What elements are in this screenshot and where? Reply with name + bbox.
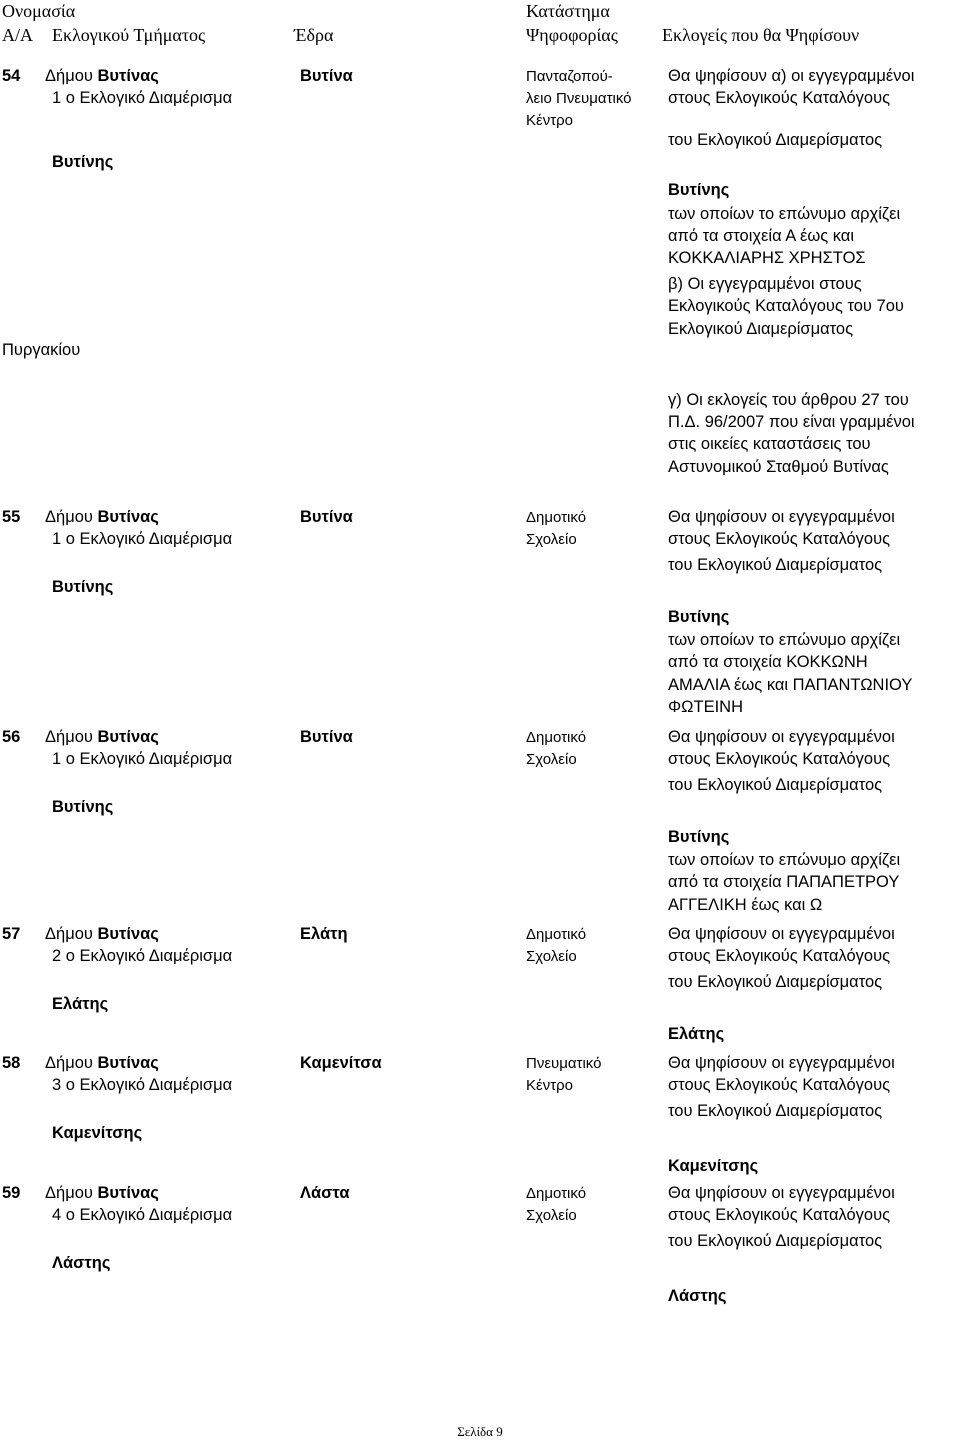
row-number: 56 bbox=[2, 728, 21, 746]
voters-line: Καμενίτσης bbox=[668, 1157, 759, 1175]
seat: Βυτίνα bbox=[300, 67, 353, 85]
header-index: Α/Α bbox=[2, 25, 33, 45]
venue-line3: Κέντρο bbox=[526, 112, 573, 129]
voters-line: Βυτίνης bbox=[668, 608, 730, 626]
voters-line: γ) Οι εκλογείς του άρθρου 27 του bbox=[668, 391, 909, 409]
venue-line1: Δημοτικό bbox=[526, 509, 587, 526]
district-locality-extra: Πυργακίου bbox=[2, 341, 81, 359]
voters-line: του Εκλογικού Διαμερίσματος bbox=[668, 131, 883, 149]
district-name: Δήμου Βυτίνας bbox=[45, 728, 159, 746]
voters-line: του Εκλογικού Διαμερίσματος bbox=[668, 1232, 883, 1250]
voters-line: Θα ψηφίσουν οι εγγεγραμμένοι bbox=[668, 1054, 895, 1072]
header-elections: Εκλογείς που θα Ψηφίσουν bbox=[662, 25, 860, 45]
venue-line2: Σχολείο bbox=[526, 1207, 577, 1224]
header-name-line1: Ονομασία bbox=[2, 1, 76, 21]
voters-line: του Εκλογικού Διαμερίσματος bbox=[668, 556, 883, 574]
voters-line: στους Εκλογικούς Καταλόγους bbox=[668, 1076, 891, 1094]
voters-line: στις οικείες καταστάσεις του bbox=[668, 435, 871, 453]
district-name: Δήμου Βυτίνας bbox=[45, 925, 159, 943]
header-seat: Έδρα bbox=[294, 25, 334, 45]
voters-line: Ελάτης bbox=[668, 1025, 725, 1043]
district-locality: Βυτίνης bbox=[52, 578, 114, 596]
voters-line: από τα στοιχεία ΚΟΚΚΩΝΗ bbox=[668, 653, 868, 671]
seat: Ελάτη bbox=[300, 925, 348, 943]
seat: Βυτίνα bbox=[300, 508, 353, 526]
voters-line: Θα ψηφίσουν οι εγγεγραμμένοι bbox=[668, 925, 895, 943]
district-name: Δήμου Βυτίνας bbox=[45, 67, 159, 85]
voters-line: από τα στοιχεία ΠΑΠΑΠΕΤΡΟΥ bbox=[668, 873, 900, 891]
voters-line: Θα ψηφίσουν οι εγγεγραμμένοι bbox=[668, 508, 895, 526]
seat: Βυτίνα bbox=[300, 728, 353, 746]
district-locality: Καμενίτσης bbox=[52, 1124, 143, 1142]
venue-line1: Δημοτικό bbox=[526, 1185, 587, 1202]
header-venue-line2: Ψηφοφορίας bbox=[526, 25, 618, 45]
voters-line: Θα ψηφίσουν οι εγγεγραμμένοι bbox=[668, 1184, 895, 1202]
district-subdivision: 3 ο Εκλογικό Διαμέρισμα bbox=[52, 1076, 233, 1094]
venue-line1: Δημοτικό bbox=[526, 729, 587, 746]
district-subdivision: 2 ο Εκλογικό Διαμέρισμα bbox=[52, 947, 233, 965]
voters-line: ΦΩΤΕΙΝΗ bbox=[668, 698, 743, 716]
district-name: Δήμου Βυτίνας bbox=[45, 1054, 159, 1072]
venue-line2: Σχολείο bbox=[526, 751, 577, 768]
district-locality: Λάστης bbox=[52, 1254, 111, 1272]
district-locality: Βυτίνης bbox=[52, 798, 114, 816]
voters-line: του Εκλογικού Διαμερίσματος bbox=[668, 776, 883, 794]
venue-line1: Πανταζοπού- bbox=[526, 68, 613, 85]
venue-line2: Κέντρο bbox=[526, 1077, 573, 1094]
district-subdivision: 1 ο Εκλογικό Διαμέρισμα bbox=[52, 89, 233, 107]
voters-line: από τα στοιχεία Α έως και bbox=[668, 227, 855, 245]
voters-line: Εκλογικού Διαμερίσματος bbox=[668, 320, 854, 338]
voters-line: ΚΟΚΚΑΛΙΑΡΗΣ ΧΡΗΣΤΟΣ bbox=[668, 249, 866, 267]
voters-line: Π.Δ. 96/2007 που είναι γραμμένοι bbox=[668, 413, 915, 431]
voters-line: του Εκλογικού Διαμερίσματος bbox=[668, 973, 883, 991]
voters-line: Εκλογικούς Καταλόγους του 7ου bbox=[668, 297, 904, 315]
district-locality: Βυτίνης bbox=[52, 153, 114, 171]
voters-line: Βυτίνης bbox=[668, 181, 730, 199]
district-name: Δήμου Βυτίνας bbox=[45, 1184, 159, 1202]
seat: Λάστα bbox=[300, 1184, 350, 1202]
district-subdivision: 1 ο Εκλογικό Διαμέρισμα bbox=[52, 530, 233, 548]
voters-line: των οποίων το επώνυμο αρχίζει bbox=[668, 205, 901, 223]
voters-line: ΑΓΓΕΛΙΚΗ έως και Ω bbox=[668, 896, 823, 914]
district-name: Δήμου Βυτίνας bbox=[45, 508, 159, 526]
voters-line: στους Εκλογικούς Καταλόγους bbox=[668, 530, 891, 548]
voters-line: στους Εκλογικούς Καταλόγους bbox=[668, 750, 891, 768]
row-number: 54 bbox=[2, 67, 21, 85]
venue-line2: Σχολείο bbox=[526, 531, 577, 548]
district-locality: Ελάτης bbox=[52, 995, 109, 1013]
seat: Καμενίτσα bbox=[300, 1054, 382, 1072]
venue-line2: Σχολείο bbox=[526, 948, 577, 965]
venue-line2: λειο Πνευματικό bbox=[526, 90, 632, 107]
voters-line: Θα ψηφίσουν οι εγγεγραμμένοι bbox=[668, 728, 895, 746]
voters-line: ΑΜΑΛΙΑ έως και ΠΑΠΑΝΤΩΝΙΟΥ bbox=[668, 676, 913, 694]
voters-line: στους Εκλογικούς Καταλόγους bbox=[668, 1206, 891, 1224]
row-number: 59 bbox=[2, 1184, 21, 1202]
header-name-line2: Εκλογικού Τμήματος bbox=[52, 25, 206, 45]
voters-line: Θα ψηφίσουν α) οι εγγεγραμμένοι bbox=[668, 67, 915, 85]
venue-line1: Δημοτικό bbox=[526, 926, 587, 943]
district-subdivision: 1 ο Εκλογικό Διαμέρισμα bbox=[52, 750, 233, 768]
voters-line: Αστυνομικού Σταθμού Βυτίνας bbox=[668, 458, 889, 476]
voters-line: Βυτίνης bbox=[668, 828, 730, 846]
voters-line: στους Εκλογικούς Καταλόγους bbox=[668, 89, 891, 107]
voters-line: των οποίων το επώνυμο αρχίζει bbox=[668, 631, 901, 649]
voters-line: στους Εκλογικούς Καταλόγους bbox=[668, 947, 891, 965]
header-venue-line1: Κατάστημα bbox=[526, 1, 610, 21]
row-number: 57 bbox=[2, 925, 21, 943]
row-number: 55 bbox=[2, 508, 21, 526]
district-subdivision: 4 ο Εκλογικό Διαμέρισμα bbox=[52, 1206, 233, 1224]
venue-line1: Πνευματικό bbox=[526, 1055, 602, 1072]
voters-line: Λάστης bbox=[668, 1287, 727, 1305]
page-number: Σελίδα 9 bbox=[457, 1424, 503, 1439]
voters-line: β) Οι εγγεγραμμένοι στους bbox=[668, 275, 862, 293]
voters-line: του Εκλογικού Διαμερίσματος bbox=[668, 1102, 883, 1120]
voters-line: των οποίων το επώνυμο αρχίζει bbox=[668, 851, 901, 869]
row-number: 58 bbox=[2, 1054, 21, 1072]
